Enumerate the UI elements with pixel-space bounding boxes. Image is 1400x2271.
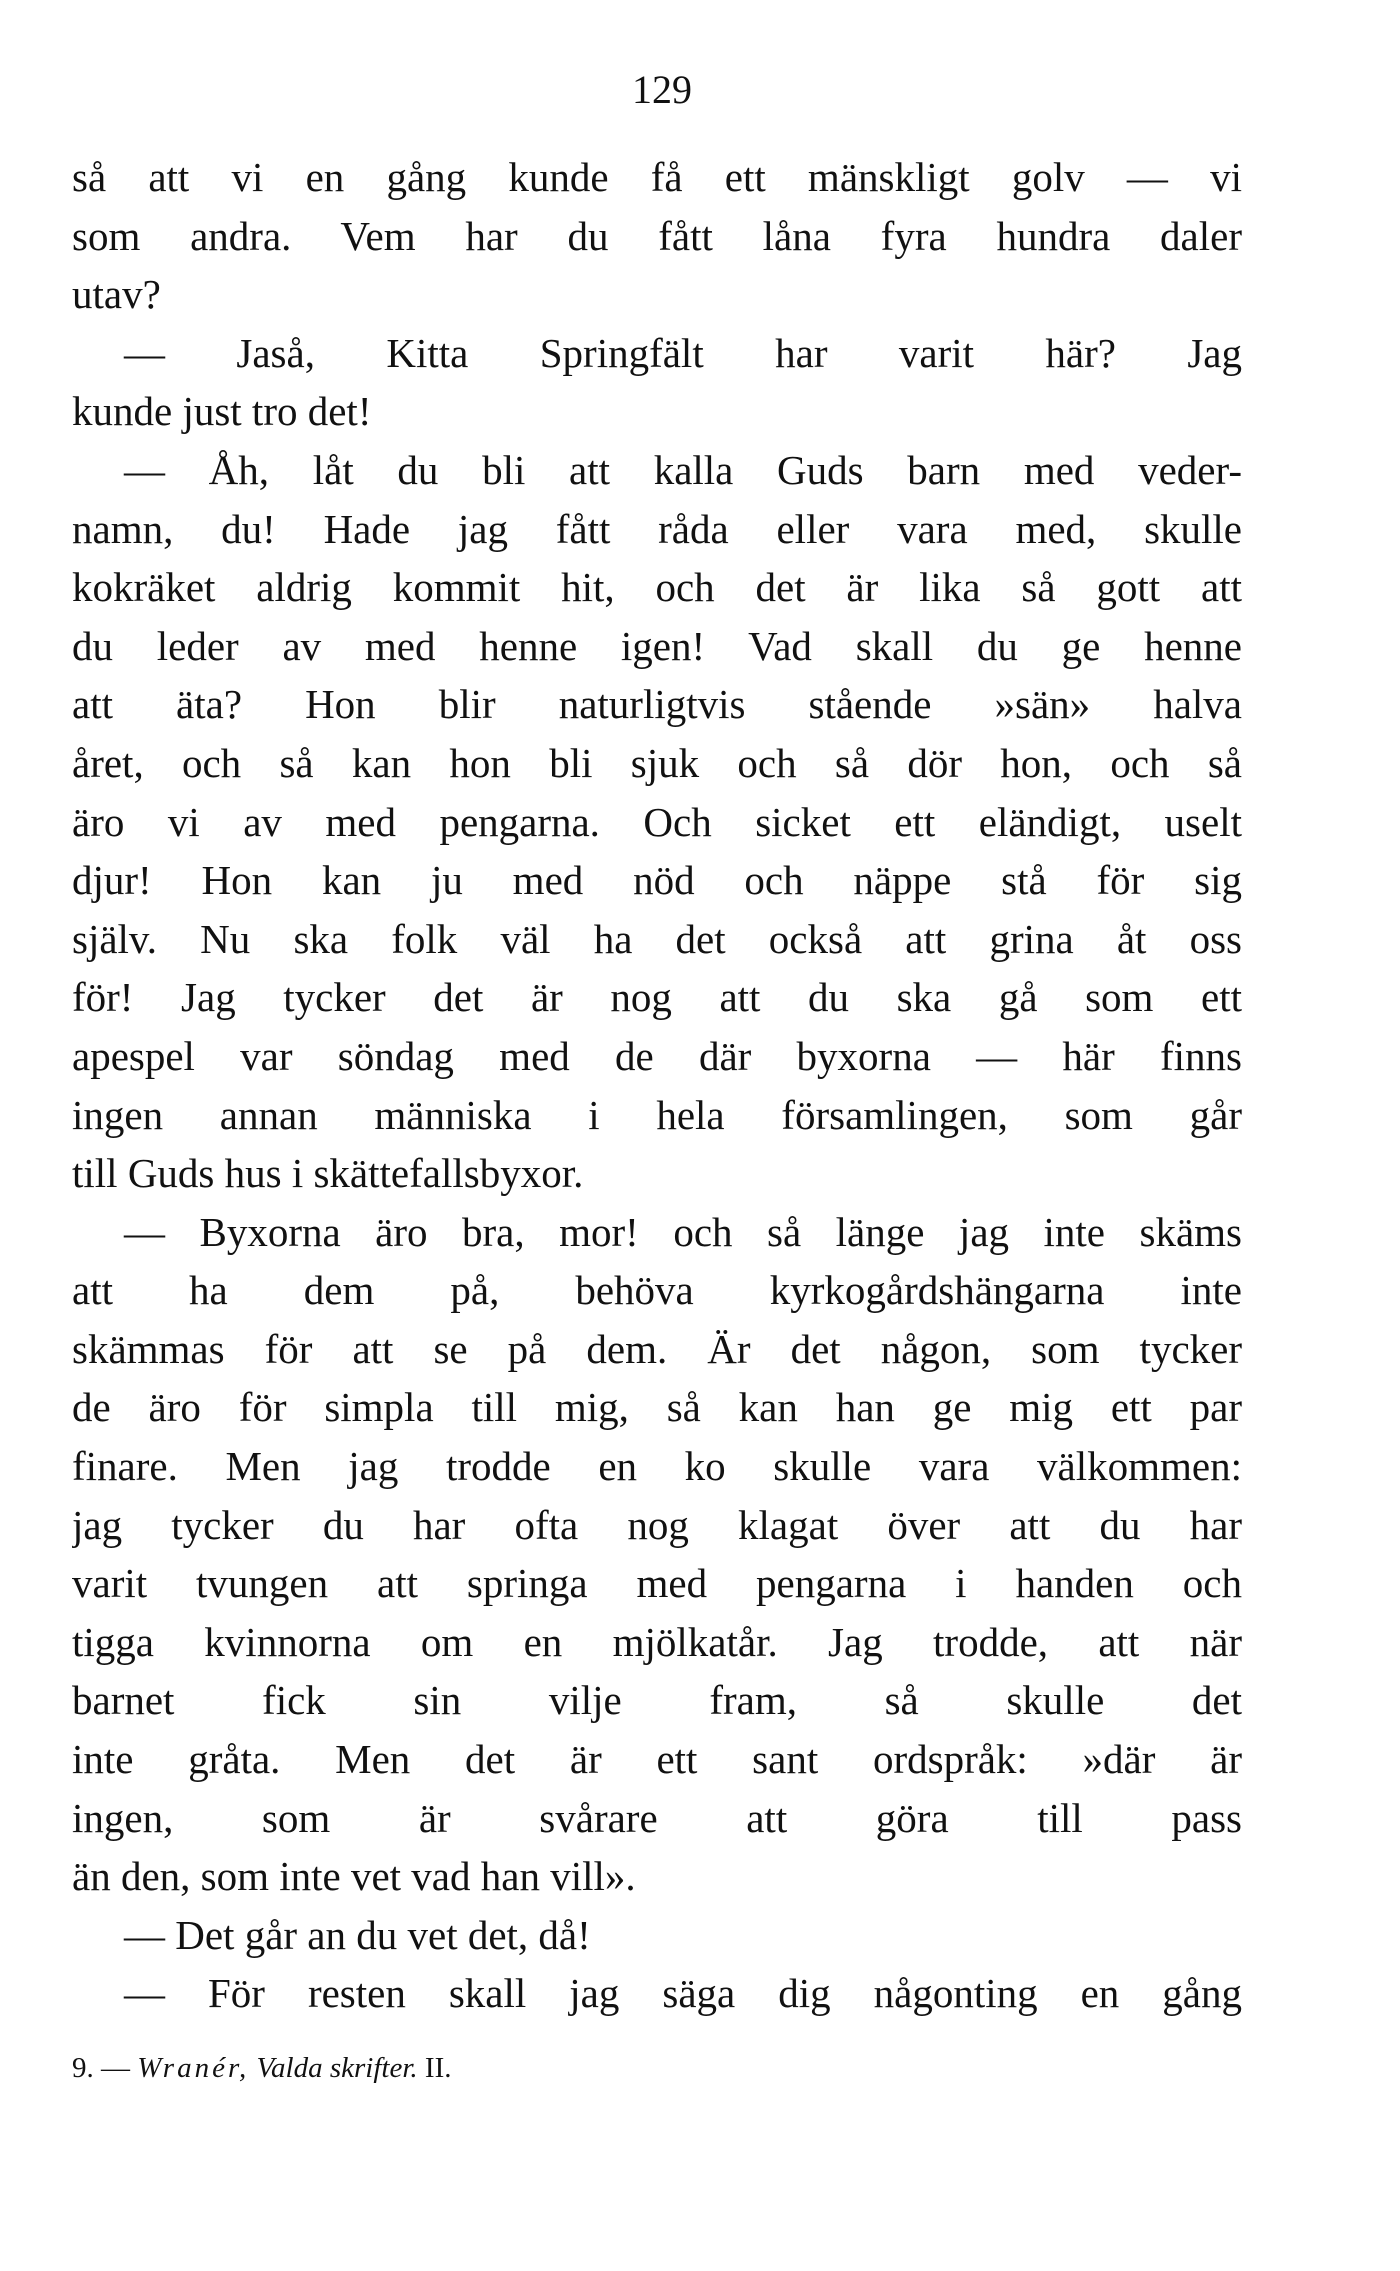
text-line: djur! Hon kan ju med nöd och näppe stå för sig: [72, 857, 1242, 904]
text-line: barnet fick sin vilje fram, så skulle det: [72, 1677, 1242, 1724]
text-line: året, och så kan hon bli sjuk och så dör hon, och så: [72, 739, 1242, 786]
text-line: äro vi av med pengarna. Och sicket ett eländigt, uselt: [72, 798, 1242, 845]
footer-work-title: Valda skrifter.: [256, 2052, 418, 2084]
text-line: — Jaså, Kitta Springfält har varit här? Jag: [124, 329, 1242, 376]
text-line: apespel var söndag med de där byxorna — här finns: [72, 1032, 1242, 1079]
text-line: — För resten skall jag säga dig någonting en gång: [124, 1970, 1242, 2017]
signature-mark: 9. —: [72, 2052, 130, 2084]
text-line: — Byxorna äro bra, mor! och så länge jag inte skäms: [124, 1208, 1242, 1255]
text-line: — Åh, låt du bli att kalla Guds barn med veder-: [124, 446, 1242, 493]
text-line: så att vi en gång kunde få ett mänskligt golv — vi: [72, 154, 1242, 200]
text-line: de äro för simpla till mig, så kan han ge mig ett par: [72, 1384, 1242, 1431]
text-line: att ha dem på, behöva kyrkogårdshängarna inte: [72, 1267, 1242, 1314]
text-line: utav?: [72, 271, 161, 318]
text-line: att äta? Hon blir naturligtvis stående »sän» halva: [72, 681, 1242, 728]
text-line: kunde just tro det!: [72, 388, 372, 435]
text-line: själv. Nu ska folk väl ha det också att grina åt oss: [72, 915, 1242, 962]
footer-author: Wranér,: [137, 2052, 250, 2084]
text-line: varit tvungen att springa med pengarna i handen och: [72, 1560, 1242, 1607]
page-number: 129: [632, 67, 692, 112]
text-line: till Guds hus i skättefallsbyxor.: [72, 1150, 584, 1197]
text-line: ingen, som är svårare att göra till pass: [72, 1794, 1242, 1841]
footer-volume: II.: [424, 2052, 452, 2084]
text-line: — Det går an du vet det, då!: [124, 1911, 591, 1958]
text-line: namn, du! Hade jag fått råda eller vara med, skulle: [72, 505, 1242, 552]
text-line: jag tycker du har ofta nog klagat över att du har: [72, 1501, 1242, 1548]
text-line: tigga kvinnorna om en mjölkatår. Jag trodde, att när: [72, 1618, 1242, 1665]
text-line: inte gråta. Men det är ett sant ordspråk: »där är: [72, 1736, 1242, 1783]
text-line: ingen annan människa i hela församlingen, som går: [72, 1091, 1242, 1138]
text-line: än den, som inte vet vad han vill».: [72, 1853, 636, 1900]
text-line: kokräket aldrig kommit hit, och det är lika så gott att: [72, 564, 1242, 611]
text-line: för! Jag tycker det är nog att du ska gå som ett: [72, 974, 1242, 1021]
text-line: som andra. Vem har du fått låna fyra hundra daler: [72, 212, 1242, 259]
body-text: [72, 148, 1242, 2023]
text-line: finare. Men jag trodde en ko skulle vara välkommen:: [72, 1443, 1242, 1490]
page-footer: [72, 2048, 452, 2088]
text-line: du leder av med henne igen! Vad skall du ge henne: [72, 622, 1242, 669]
text-line: skämmas för att se på dem. Är det någon, som tycker: [72, 1325, 1242, 1372]
